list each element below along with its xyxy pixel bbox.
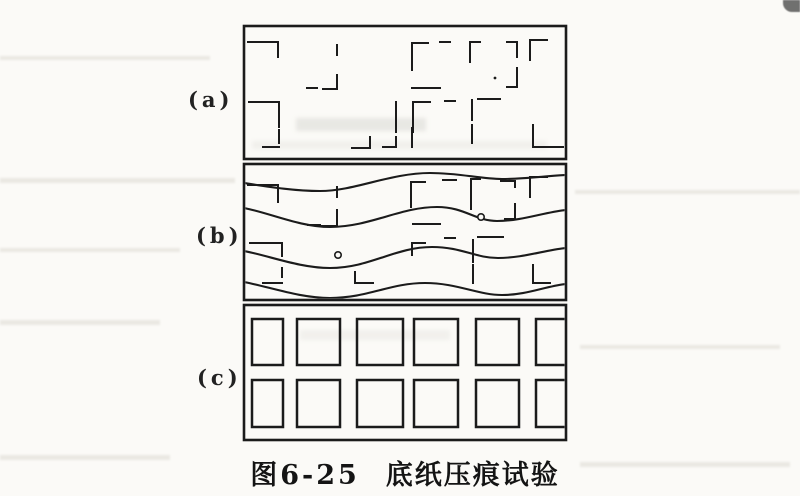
scan-artifact bbox=[580, 345, 780, 349]
panel-c-squares bbox=[252, 319, 572, 427]
panel-label-a: (a) bbox=[188, 87, 234, 112]
panel-c-border bbox=[244, 305, 566, 440]
square bbox=[252, 319, 283, 365]
defect-circle-right bbox=[478, 214, 484, 220]
wave-line-1 bbox=[244, 173, 566, 191]
panel-b-waves bbox=[244, 173, 566, 298]
figure-number: 图6-25 bbox=[250, 460, 360, 491]
figure-diagram bbox=[240, 20, 572, 446]
scan-artifact bbox=[0, 320, 160, 325]
panel-b-border bbox=[244, 164, 566, 300]
square bbox=[414, 319, 458, 365]
square bbox=[357, 380, 403, 427]
square bbox=[297, 380, 340, 427]
scan-artifact bbox=[0, 455, 170, 460]
panel-b-dashed-marks bbox=[248, 177, 550, 283]
square bbox=[297, 319, 340, 365]
panel-c bbox=[244, 305, 572, 440]
figure-caption bbox=[243, 453, 567, 492]
figure-title: 底纸压痕试验 bbox=[385, 460, 560, 491]
square bbox=[414, 380, 458, 427]
wave-line-2 bbox=[244, 207, 566, 227]
panel-a bbox=[244, 26, 566, 159]
square bbox=[357, 319, 403, 365]
wave-line-3 bbox=[244, 247, 566, 268]
scan-artifact bbox=[575, 190, 800, 194]
square bbox=[476, 319, 519, 365]
panel-a-dashed-marks bbox=[248, 40, 563, 148]
scan-artifact bbox=[0, 248, 180, 252]
panel-a-dot bbox=[494, 77, 497, 80]
panel-b bbox=[244, 164, 566, 300]
scan-artifact bbox=[783, 0, 800, 12]
wave-line-4 bbox=[244, 282, 566, 298]
square bbox=[476, 380, 519, 427]
defect-circle-left bbox=[335, 252, 341, 258]
panel-label-c: (c) bbox=[197, 365, 242, 390]
scan-artifact bbox=[0, 178, 235, 183]
panel-label-b: (b) bbox=[196, 223, 243, 248]
scan-artifact bbox=[580, 462, 790, 467]
scan-artifact bbox=[0, 56, 210, 60]
square bbox=[252, 380, 283, 427]
